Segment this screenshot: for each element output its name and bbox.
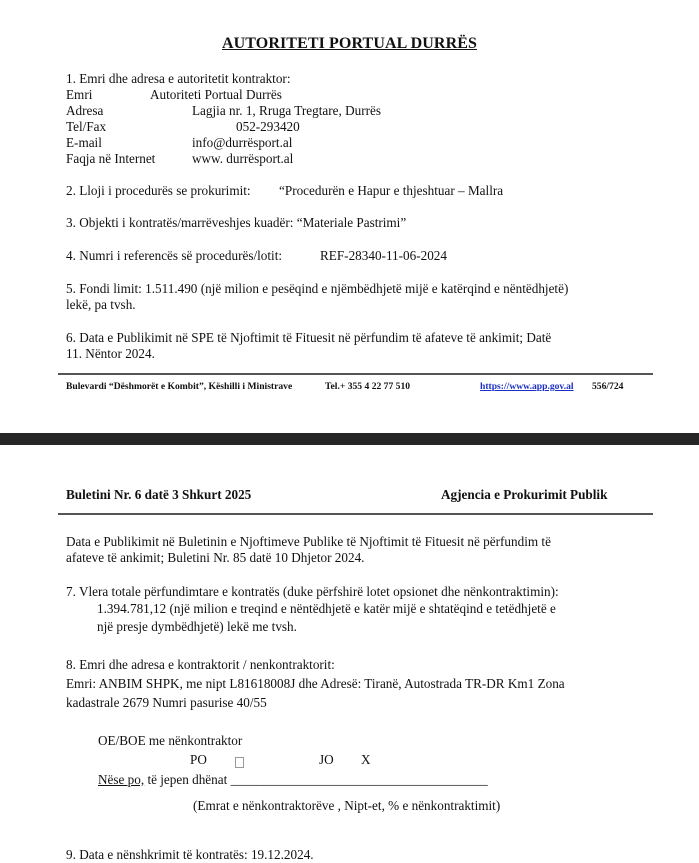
field-value-telfax: 052-293420 (236, 119, 300, 134)
section-8-line-3: kadastrale 2679 Numri pasurise 40/55 (66, 695, 267, 710)
publication-line-1: Data e Publikimit në Buletinin e Njoftimeve Publike të Njoftimit të Fituesit në përfundim të (66, 534, 551, 549)
if-yes-text: të jepen dhënat (144, 772, 231, 787)
page-separator (0, 433, 699, 445)
section-2-label: 2. Lloji i procedurës se prokurimit: (66, 183, 251, 198)
section-9-text: 9. Data e nënshkrimit të kontratës: 19.12.2024. (66, 847, 314, 862)
document-page-2 (0, 445, 699, 862)
field-label-address: Adresa (66, 103, 104, 118)
publication-line-2: afateve të ankimit; Buletini Nr. 85 datë 10 Dhjetor 2024. (66, 550, 365, 565)
footer-rule (58, 373, 653, 375)
footer-website-link[interactable]: https://www.app.gov.al (480, 381, 574, 392)
field-value-email: info@durrësport.al (192, 135, 293, 150)
header-rule (58, 513, 653, 515)
details-blank-line[interactable]: _______________________________________ (230, 772, 488, 787)
option-no-label: JO (319, 752, 334, 767)
field-label-name: Emri (66, 87, 93, 102)
section-6-line-1: 6. Data e Publikimit në SPE të Njoftimit të Fituesit në përfundim të afateve të ankimit; Datë (66, 330, 552, 345)
section-8-line-2: Emri: ANBIM SHPK, me nipt L81618008J dhe Adresë: Tiranë, Autostrada TR-DR Km1 Zona (66, 676, 565, 691)
section-7-line-3: një presje dymbëdhjetë) lekë me tvsh. (97, 619, 297, 634)
option-no-mark: X (361, 752, 371, 767)
field-value-website: www. durrësport.al (192, 151, 294, 166)
section-7-line-1: 7. Vlera totale përfundimtare e kontratës (duke përfshirë lotet opsionet dhe nënkontraktimin): (66, 584, 559, 599)
section-6-line-2: 11. Nëntor 2024. (66, 346, 155, 361)
section-1-heading: 1. Emri dhe adresa e autoritetit kontraktor: (66, 71, 291, 86)
page-number: 556/724 (592, 381, 624, 392)
section-7-line-2: 1.394.781,12 (një milion e treqind e nëntëdhjetë e katër mijë e shtatëqind e tetëdhjetë e (97, 601, 556, 616)
page-title: AUTORITETI PORTUAL DURRËS (221, 35, 478, 52)
section-8-line-1: 8. Emri dhe adresa e kontraktorit / nenkontraktorit: (66, 657, 335, 672)
field-label-email: E-mail (66, 135, 102, 150)
section-4-value: REF-28340-11-06-2024 (320, 248, 447, 263)
bulletin-header-left: Buletini Nr. 6 datë 3 Shkurt 2025 (66, 487, 252, 502)
footer-phone: Tel.+ 355 4 22 77 510 (325, 381, 411, 392)
checkbox-icon (235, 757, 244, 768)
section-3-text: 3. Objekti i kontratës/marrëveshjes kuadër: “Materiale Pastrimi” (66, 215, 407, 230)
field-label-telfax: Tel/Fax (66, 119, 107, 134)
subcontractor-label: OE/BOE me nënkontraktor (98, 733, 243, 748)
field-label-website: Faqja në Internet (66, 151, 156, 166)
details-hint: (Emrat e nënkontraktorëve , Nipt-et, % e nënkontraktimit) (193, 798, 501, 813)
section-5-line-1: 5. Fondi limit: 1.511.490 (një milion e pesëqind e njëmbëdhjetë mijë e katërqind e nëntëdhjetë) (66, 281, 569, 296)
footer-address: Bulevardi “Dëshmorët e Kombit”, Këshilli i Ministrave (66, 381, 293, 392)
if-yes-label: Nëse po, (98, 772, 145, 787)
option-yes-label: PO (190, 752, 207, 767)
option-yes-checkbox[interactable] (235, 755, 244, 771)
section-2-value: “Procedurën e Hapur e thjeshtuar – Mallra (279, 183, 504, 198)
if-yes-row (98, 772, 488, 788)
section-4-label: 4. Numri i referencës së procedurës/lotit: (66, 248, 283, 263)
section-5-line-2: lekë, pa tvsh. (66, 297, 136, 312)
field-value-address: Lagjia nr. 1, Rruga Tregtare, Durrës (192, 103, 381, 118)
field-value-name: Autoriteti Portual Durrës (150, 87, 282, 102)
bulletin-header-right: Agjencia e Prokurimit Publik (441, 487, 608, 502)
